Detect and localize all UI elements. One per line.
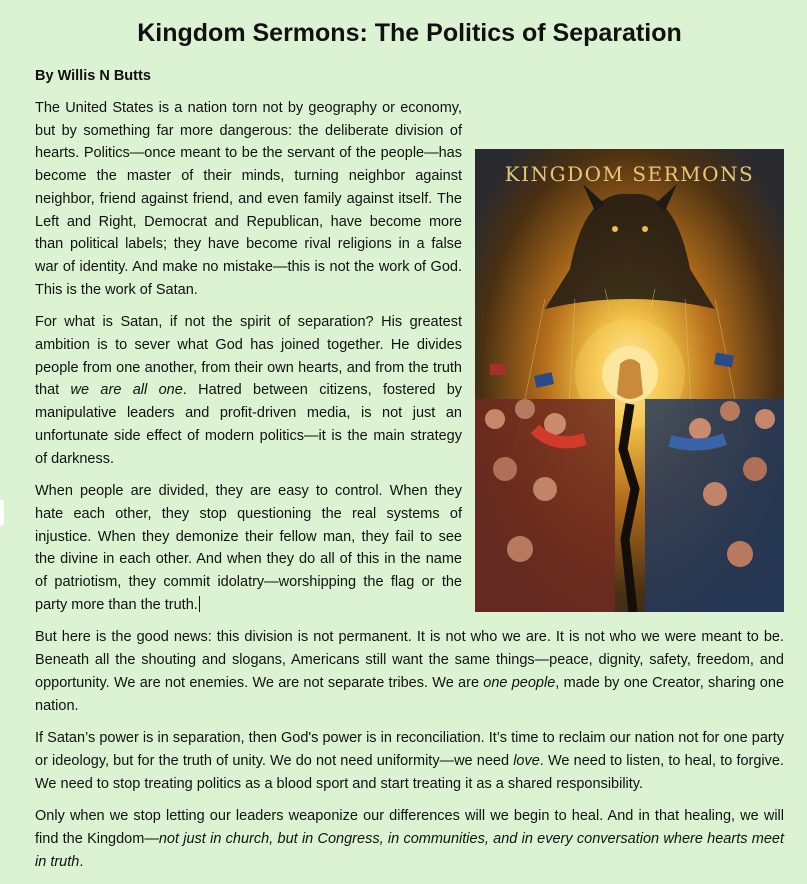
paragraph-4: But here is the good news: this division is not permanent. It is not who we are. It is not who we were meant to be. Beneath all the shouting and slogans, Americans still want the same things—peace, dignity, safety, freedom, and opportunity. We are not enemies. We are not separate tribes. We are one people, made by one Creator, sharing one nation.: [35, 629, 785, 714]
paragraph-6: Only when we stop letting our leaders weaponize our differences will we begin to heal. And in that healing, we will find the Kingdom—not just in church, but in Congress, in communities, and in every conversation where hearts meet in truth.: [35, 808, 784, 870]
crowd-left: [475, 399, 615, 612]
page-title: Kingdom Sermons: The Politics of Separation: [137, 19, 682, 47]
article-body: [35, 97, 784, 884]
crowd-right: [645, 399, 784, 612]
left-edge-handle[interactable]: [0, 500, 4, 526]
cover-illustration: [475, 149, 784, 612]
paragraph-3: When people are divided, they are easy to control. When they hate each other, they stop questioning the real systems of injustice. When they demonize their fellow man, they fail to see the divine in each other. And when they do all of this in the name of patriotism, they commit idolatry—worshipping the flag or the party more than the truth.: [35, 483, 462, 613]
cover-title: KINGDOM SERMONS: [504, 162, 755, 186]
paragraph-5: If Satan’s power is in separation, then God's power is in reconciliation. It’s time to reclaim our nation not for one party or ideology, but for the truth of unity. We do not need uniformity—we need love. We need to listen, to heal, to forgive. We need to stop treating politics as a blood sport and start treating it as a shared responsibility.: [35, 730, 784, 792]
clasped-hands: [617, 359, 643, 399]
author-byline: By Willis N Butts: [35, 68, 151, 84]
paragraph-1: The United States is a nation torn not by geography or economy, but by something far more dangerous: the deliberate division of hearts. Politics—once meant to be the servant of the people—has become the master of their minds, turning neighbor against neighbor, friend against friend, and even family against itself. The Left and Right, Democrat and Republican, have become more than political labels; they have become rival religions in a false war of identity. And make no mistake—this is not the work of God. This is the work of Satan.: [35, 100, 462, 298]
paragraph-2: For what is Satan, if not the spirit of separation? His greatest ambition is to sever what God has joined together. He divides people from one another, from their own hearts, and from the truth that we are all one. Hatred between citizens, fostered by manipulative leaders and profit-driven media, is not just an unfortunate side effect of modern politics—it is the main strategy of darkness.: [35, 314, 463, 467]
text-cursor: [199, 596, 200, 612]
